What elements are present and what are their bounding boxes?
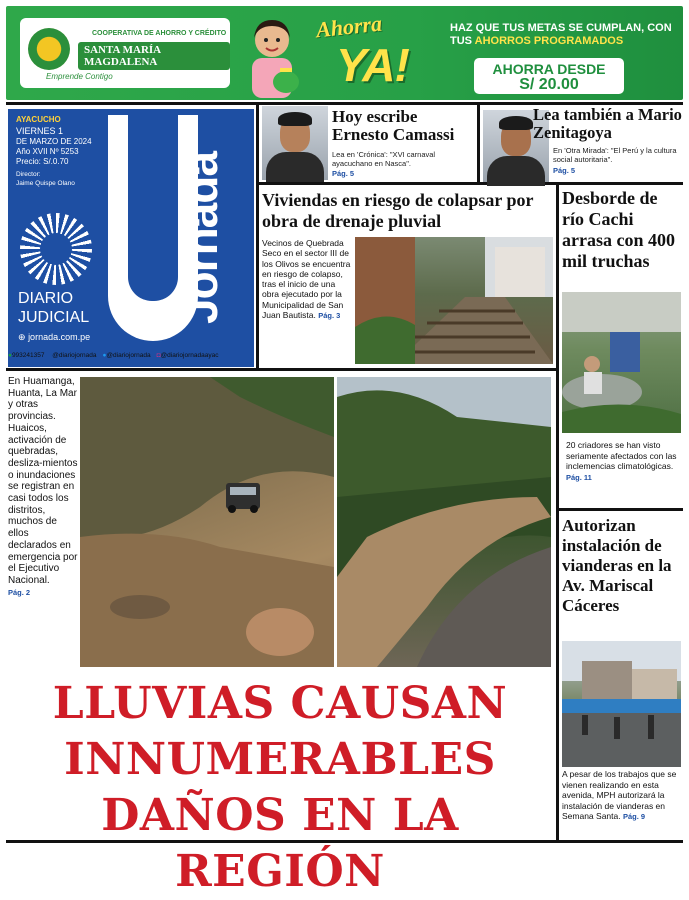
masthead-city: AYACUCHO <box>16 115 61 124</box>
right-mid-rule <box>558 508 683 511</box>
ad-ahorra-text: Ahorra <box>314 10 384 43</box>
masthead-weekday: VIERNES 1 <box>16 126 64 136</box>
masthead[interactable] <box>8 109 254 367</box>
main-headline-line1: LLUVIAS CAUSAN <box>52 678 508 729</box>
columnist-divider <box>477 105 480 183</box>
facebook-icon: f <box>50 352 53 359</box>
columnist-2-text: En 'Otra Mirada': "El Perú y la cultura social autoritaria". <box>553 146 677 164</box>
whatsapp-icon: ● <box>8 352 12 359</box>
columnist-2-page: Pág. 5 <box>553 166 576 175</box>
viviendas-page: Pág. 3 <box>318 311 341 321</box>
vianderas-headline[interactable]: Autorizan instalación de vianderas en la Av. Mariscal Cáceres <box>562 516 672 615</box>
main-story-text: En Huamanga, Huanta, La Mar y otras provincias. Huaicos, activación de quebradas, desliza-mientos o inundaciones se registran en casi todos los distritos, muchos de ellos declarados en emergencia por el Ejecutivo Nacional. <box>8 376 78 586</box>
masthead-director: Jaime Quispe Olano <box>16 180 75 187</box>
columnist-1-page: Pág. 5 <box>332 169 355 178</box>
ad-desde-label: AHORRA DESDE <box>492 61 606 77</box>
jornada-j-logo-inner <box>128 115 178 301</box>
main-story-body <box>8 376 78 598</box>
masthead-date: DE MARZO DE 2024 <box>16 137 92 146</box>
ad-child-image <box>240 12 304 98</box>
coop-seal-icon <box>28 28 70 70</box>
cachi-body <box>566 440 680 483</box>
columnist-1-title: Hoy escribe Ernesto Camassi <box>332 107 455 144</box>
instagram-link[interactable]: ◘@diariojornadaayac <box>156 352 219 359</box>
vianderas-photo <box>562 641 681 767</box>
main-photo-flood <box>337 377 551 667</box>
columnist-1-box[interactable] <box>262 106 474 182</box>
masthead-issue: Año XVII Nº 5253 <box>16 147 79 156</box>
vianderas-page: Pág. 9 <box>622 812 646 821</box>
cachi-page: Pág. 11 <box>566 472 592 482</box>
masthead-website-text: jornada.com.pe <box>28 332 91 342</box>
ad-tagline <box>450 22 678 48</box>
columnist-bottom-rule <box>258 182 683 185</box>
columnist-2-box[interactable] <box>483 106 683 182</box>
right-col-divider <box>556 183 559 843</box>
ad-desde-amount: S/ 20.00 <box>519 76 579 93</box>
masthead-website[interactable] <box>18 332 90 343</box>
columnist-1-text: Lea en 'Crónica': "XVI carnaval ayacuchano en Nasca". <box>332 150 436 168</box>
twitter-icon: ● <box>102 352 107 359</box>
facebook-link[interactable]: f@diariojornada <box>50 352 97 359</box>
main-headline-line3: DAÑOS EN LA REGIÓN <box>101 790 459 897</box>
viviendas-photo <box>355 237 553 364</box>
masthead-diario: DIARIO <box>18 290 74 307</box>
coop-slogan: Emprende Contigo <box>46 72 113 81</box>
ad-tagline-emphasis: AHORROS PROGRAMADOS <box>474 35 624 47</box>
sun-burst-center <box>40 233 72 265</box>
cachi-photo <box>562 292 681 433</box>
cachi-headline[interactable]: Desborde de río Cachi arrasa con 400 mil truchas <box>562 188 675 271</box>
ad-amount-box <box>474 58 624 94</box>
masthead-brand: Jornada <box>175 152 227 324</box>
main-photo-landslide <box>80 377 334 667</box>
masthead-director-label: Director: <box>16 171 41 178</box>
globe-icon: ⊕ <box>18 332 26 342</box>
coop-type-text: COOPERATIVA DE AHORRO Y CRÉDITO <box>92 30 227 37</box>
cachi-text: 20 criadores se han visto seriamente afectados con las inclemencias climatológicas. <box>566 440 677 471</box>
viviendas-text: Vecinos de Quebrada Seco en el sector III de los Olivos se encuentra en riesgo de colapso, tras el inicio de una obra ejecutado por la Municipalidad de San Juan Bautista. <box>262 238 351 321</box>
ad-ya-text: YA! <box>336 39 409 91</box>
main-headline-line2: INNUMERABLES <box>64 734 496 785</box>
viviendas-body <box>262 238 352 321</box>
main-story-page: Pág. 2 <box>8 587 31 597</box>
vianderas-text: A pesar de los trabajos que se vienen realizando en esta avenida, MPH autorizará la instalación de vianderas en Semana Santa. <box>562 769 677 821</box>
masthead-diario-judicial <box>18 289 89 327</box>
top-ad-banner[interactable] <box>6 6 683 100</box>
masthead-judicial: JUDICIAL <box>18 309 90 326</box>
coop-name: SANTA MARÍA MAGDALENA <box>78 42 230 70</box>
vianderas-body <box>562 769 684 823</box>
twitter-link[interactable]: ●@diariojornada <box>102 352 151 359</box>
social-links <box>8 352 254 359</box>
mast-divider <box>256 105 259 370</box>
ad-tagline-line1: HAZ QUE TUS METAS SE CUMPLAN, CON <box>450 22 672 34</box>
main-top-rule <box>6 368 556 371</box>
coop-logo-panel <box>20 18 230 88</box>
whatsapp-link[interactable]: ●993241357 <box>8 352 45 359</box>
masthead-price: Precio: S/.0.70 <box>16 157 69 166</box>
instagram-icon: ◘ <box>156 352 161 359</box>
main-headline[interactable] <box>6 676 554 900</box>
columnist-2-title: Lea también a Mario Zenitagoya <box>533 105 682 142</box>
ad-tagline-line2: TUS AHORROS PROGRAMADOS <box>450 35 624 47</box>
viviendas-headline[interactable]: Viviendas en riesgo de colapsar por obra de drenaje pluvial <box>262 190 534 231</box>
columnist-1-photo <box>262 106 328 180</box>
